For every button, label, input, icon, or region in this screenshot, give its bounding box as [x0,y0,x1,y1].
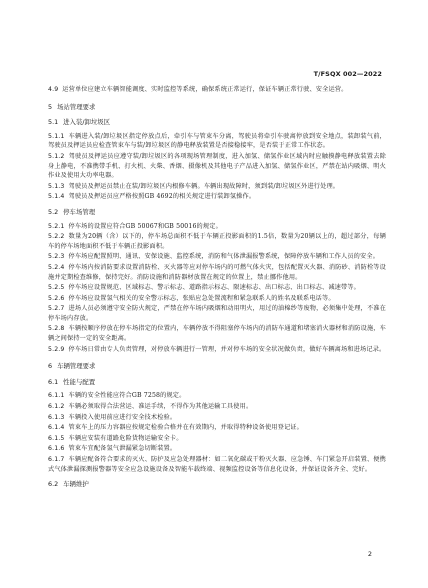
section-text: 运营单位应建立车辆智能调度、实时监控等系统，确保系统正常运行，保证车辆正常行驶、安全运营。 [62,86,348,93]
clause-paragraph [48,413,386,423]
section-text: 车辆维护 [63,480,89,489]
subsection-heading [48,118,386,128]
subsection-heading [48,378,386,388]
clause-paragraph [48,304,386,323]
section-number: 4.9 [48,86,59,93]
section-number: 6.1.2 [48,403,65,411]
section-number: 5.2.9 [48,345,65,353]
section-text: 车辆管理要求 [57,362,96,371]
section-number: 5.2.7 [48,305,65,313]
clause-paragraph [48,222,386,232]
section-text: 停车场日常由专人负责管理，对停放车辆进行一管理，并对停车场的安全状况做负责，做好车辆离场和进场记录。 [68,345,386,353]
clause-paragraph [48,345,386,355]
section-number: 5.2 [48,207,59,216]
section-number: 5.1.2 [48,152,65,160]
section-text: 驾驶员及押运员应严格按照GB 4692的相关规定进行装卸氢操作。 [68,193,256,201]
section-text: 管束车宜配备氢气泄漏紧急切断装置。 [68,445,177,453]
section-text: 车辆必须取得合法营运、准运手续，不得作为其他运输工具使用。 [68,403,253,411]
section-number: 5.2.2 [48,233,65,241]
section-text: 停车场内按消防要求设置消防栓、灭火器等应对停车场内的可燃气体火灾，包括配置灭火器、消防砂、消防栓等设施并定期检查维修，保持完好。消防设施和消防器材放置在规定的位置上，禁止挪作他用。 [48,263,386,281]
section-number: 5.2.5 [48,284,65,292]
clause-paragraph [48,283,386,293]
section-text: 数量为20辆（含）以下的，停车场总面积不低于车辆正投影面积的1.5倍，数量为20辆以上的，超过部分，每辆车的停车场地面积不低于车辆正投影面积。 [48,233,386,250]
section-number: 5.2.4 [48,263,65,271]
section-text: 停车场应配置照明、通讯、安保设施、监控系统，消防和气体泄漏报警系统，保障停放车辆和工作人员的安全。 [68,253,380,261]
section-text: 车辆进入装/卸垃圾区指定停放点后，牵引车与管束车分离，驾驶员将牵引车驶离停放到安全地点，装卸装气前，驾驶员及押运员应检查管束车与装/卸垃圾区的静电释放装置是否接稳接牢，是否装于正常工作状态。 [48,132,386,150]
section-text: 车辆的安全性能应符合GB 7258的规定。 [68,392,186,400]
section-number: 5.2.6 [48,294,65,302]
section-number: 5.1 [48,118,59,127]
clause-paragraph [48,85,386,95]
section-number: 5.2.3 [48,253,65,261]
clause-paragraph [48,192,386,202]
section-number: 6.1.7 [48,456,65,463]
clause-paragraph [48,294,386,304]
clause-paragraph [48,324,386,343]
section-number: 5.1.1 [48,132,65,140]
section-number: 6.1.1 [48,392,65,400]
section-number: 6.2 [48,480,59,489]
document-code: T/FSQX 002—2022 [313,70,382,78]
section-text: 车辆投入使用前应进行安全技术检验。 [68,413,177,421]
section-number: 5.1.3 [48,182,65,190]
clause-paragraph [48,391,386,401]
section-number: 5.2.8 [48,325,65,333]
clause-paragraph [48,232,386,251]
clause-paragraph [48,263,386,282]
section-text: 停车场应设置氢气相关的安全警示标志，张贴应急处置流程和紧急联系人的姓名及联系电话等。 [68,294,335,302]
section-heading [48,362,386,372]
section-text: 进入装/卸垃圾区 [63,118,111,127]
clause-paragraph [48,182,386,192]
section-number: 6 [48,362,53,371]
section-text: 车辆应安装有道路危险货物运输安全卡。 [68,434,183,442]
section-text: 管束车上的压力容器应按规定检验合格并在有效期内，并取得特种设备使用登记证。 [68,424,303,432]
section-number: 6.1.5 [48,434,65,442]
page-number: 2 [367,550,372,558]
section-text: 驾驶员及押运员禁止在装/卸垃圾区内根修车辆。车辆出现故障时，须到装/卸垃圾区外进行处理。 [68,182,340,190]
section-number: 5.2.1 [48,222,65,230]
clause-paragraph [48,252,386,262]
section-text: 进场人员必须遵守安全防火规定，严禁在停车场内吸烟和动用明火，用过的油棉纱等废物，必须集中处理，不准在停车场内存放。 [48,305,386,322]
section-number: 6.1.6 [48,445,65,453]
section-number: 6.1 [48,377,59,386]
section-heading [48,103,386,113]
clause-paragraph [48,423,386,433]
section-text: 场站管理要求 [57,102,96,111]
section-text: 车辆按顺序停放在停车场指定的位置内，车辆停放不得阻塞停车场内的消防车通道和堵塞消火器材和消防设施，车辆之间保持一定的安全距离。 [48,325,386,343]
section-text: 性能与配置 [63,377,96,386]
document-body [48,85,386,494]
subsection-heading [48,208,386,218]
clause-paragraph [48,132,386,151]
section-number: 5.1.4 [48,193,65,201]
section-number: 5 [48,102,53,111]
clause-paragraph [48,152,386,181]
subsection-heading [48,480,386,490]
section-text: 停车场的设置应符合GB 50067和GB 50016的规定。 [68,222,222,230]
section-number: 6.1.4 [48,424,65,432]
section-text: 停车场管理 [63,207,96,216]
clause-paragraph [48,402,386,412]
section-number: 6.1.3 [48,413,65,421]
clause-paragraph [48,444,386,454]
section-text: 车辆应配备符合要求的灭火、防护及应急处理器材：如二氧化碳或干粉灭火器、应急锤、车门紧急开启装置、便携式气体泄漏探测报警器等安全应急设施设备及智能车载终端、视频监控设备等信息化设备，并保证设备齐全、完好。 [48,456,386,473]
clause-paragraph [48,434,386,444]
section-text: 驾驶员及押运员应遵守装/卸垃圾区的各项现场管理制度，进入加氢、储氢作业区域内时应触摸静电释放装置去除身上静电，不准携带手机、打火机、火柴、香烟、摄像机及其他电子产品进入加氢、储氢作业区，严禁在站内吸烟、明火作业及使用大功率电器。 [48,152,386,180]
clause-paragraph [48,455,386,474]
section-text: 停车场应设置规范、区域标志、警示标志、道路指示标志、限速标志、出口标志、出口标志、减速带等。 [68,284,361,292]
